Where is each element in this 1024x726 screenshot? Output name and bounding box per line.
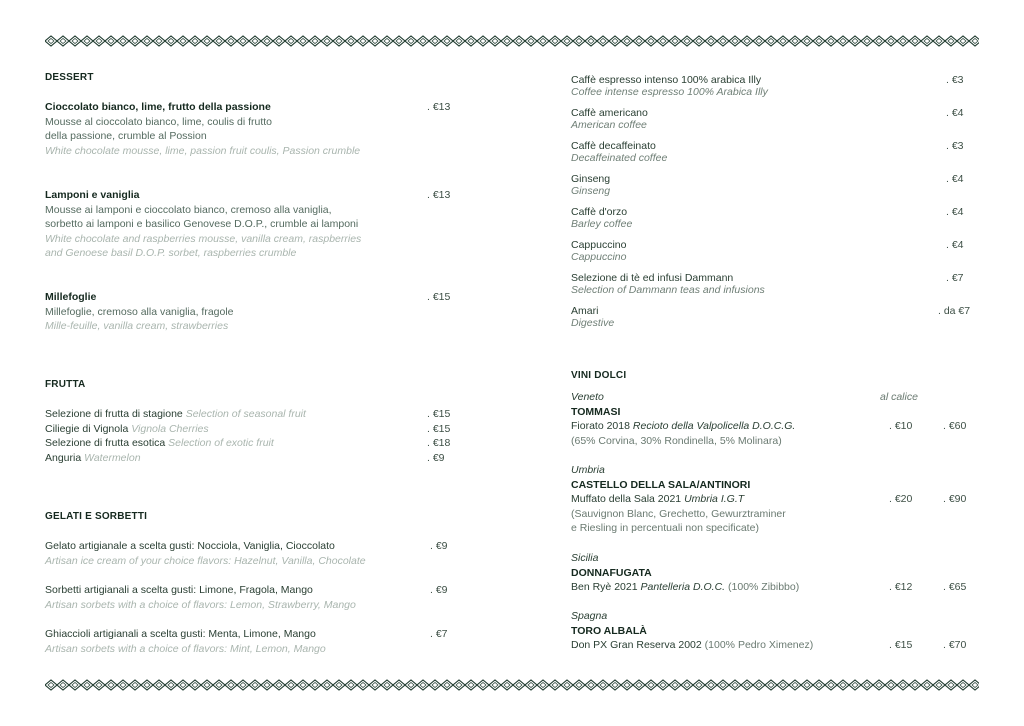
item-english: Cappuccino	[571, 250, 627, 263]
menu-item	[45, 290, 455, 334]
wine-appellation: Umbria I.G.T	[684, 493, 745, 506]
item-english: Coffee intense espresso 100% Arabica Illy	[571, 85, 768, 98]
bottom-ornament-border	[45, 678, 979, 692]
menu-item	[45, 188, 455, 261]
wine-appellation: Pantelleria D.O.C.	[640, 581, 726, 594]
dessert-title: DESSERT	[45, 72, 94, 83]
item-name: Lamponi e vaniglia	[45, 189, 140, 201]
wine-grapes: (100% Zibibbo)	[728, 581, 800, 594]
wine-details: e Riesling in percentuali non specificate)	[571, 522, 759, 535]
top-ornament-border	[45, 34, 979, 48]
coffee-item	[571, 306, 976, 329]
item-price: . €13	[427, 101, 451, 113]
wine-producer: TORO ALBALÀ	[571, 624, 647, 637]
wine-name: Don PX Gran Reserva 2002	[571, 639, 702, 652]
item-price: . €4	[946, 239, 964, 251]
menu-item	[45, 100, 455, 158]
coffee-item	[571, 141, 976, 164]
fruit-english: Selection of seasonal fruit	[185, 408, 306, 420]
frutta-list	[45, 407, 455, 465]
item-english: Decaffeinated coffee	[571, 151, 668, 164]
item-price: . €15	[427, 408, 451, 420]
vini-title: VINI DOLCI	[571, 370, 627, 381]
coffee-item	[571, 75, 976, 98]
item-price: . €13	[427, 189, 451, 201]
item-english: American coffee	[571, 118, 647, 131]
item-english: Digestive	[571, 316, 615, 329]
item-name: Selezione di tè ed infusi Dammann	[571, 272, 734, 284]
item-price: . €9	[427, 451, 445, 464]
glass-price: . €10	[889, 420, 913, 433]
item-name: Amari	[571, 305, 599, 317]
item-english: Selection of Dammann teas and infusions	[571, 283, 765, 296]
wine-region: Veneto	[571, 391, 604, 403]
item-name: Ginseng	[571, 173, 611, 185]
wine-name: Fiorato 2018	[571, 420, 630, 433]
menu-item	[45, 583, 455, 612]
wine-details: (Sauvignon Blanc, Grechetto, Gewurztraminer	[571, 507, 786, 520]
item-description: Millefoglie, cremoso alla vaniglia, fragole	[45, 305, 234, 318]
bottle-price: . €70	[943, 639, 967, 652]
coffee-item	[571, 174, 976, 197]
coffee-item	[571, 207, 976, 230]
item-description: Mousse al cioccolato bianco, lime, coulis di frutto	[45, 115, 273, 128]
item-price: . €3	[946, 140, 964, 152]
glass-price: . €15	[889, 639, 913, 652]
item-price: . €15	[427, 422, 451, 435]
item-english: Artisan ice cream of your choice flavors: Hazelnut, Vanilla, Chocolate	[45, 554, 366, 567]
bottle-price: . €60	[943, 420, 967, 433]
coffee-item	[571, 108, 976, 131]
item-name: Ghiaccioli artigianali a scelta gusti: Menta, Limone, Mango	[45, 628, 316, 640]
frutta-title: FRUTTA	[45, 379, 86, 390]
wine-grapes: (100% Pedro Ximenez)	[704, 639, 814, 652]
item-price: . €9	[430, 584, 448, 596]
item-name: Cappuccino	[571, 239, 627, 251]
item-price: . €18	[427, 437, 451, 450]
wine-region: Spagna	[571, 610, 608, 622]
diamond-border-icon	[45, 678, 979, 692]
item-price: . €4	[946, 173, 964, 185]
item-name: Caffè decaffeinato	[571, 140, 656, 152]
wine-producer: TOMMASI	[571, 405, 621, 418]
item-name: Caffè espresso intenso 100% arabica Illy	[571, 74, 762, 86]
item-price: . €9	[430, 540, 448, 552]
fruit-name: Ciliegie di Vignola	[45, 422, 129, 435]
glass-price: . €20	[889, 493, 913, 506]
wine-group	[571, 609, 976, 653]
menu-item	[45, 539, 455, 568]
wine-producer: DONNAFUGATA	[571, 566, 652, 579]
wine-appellation: Recioto della Valpolicella D.O.C.G.	[632, 420, 796, 433]
diamond-border-icon	[45, 34, 979, 48]
item-english: Mille-feuille, vanilla cream, strawberries	[45, 320, 229, 333]
item-description: Mousse ai lamponi e cioccolato bianco, cremoso alla vaniglia,	[45, 203, 332, 216]
wine-details: (65% Corvina, 30% Rondinella, 5% Molinara)	[571, 434, 782, 447]
item-price: . €4	[946, 206, 964, 218]
item-price: . €15	[427, 291, 451, 303]
wine-producer: CASTELLO DELLA SALA/ANTINORI	[571, 478, 751, 491]
item-name: Cioccolato bianco, lime, frutto della passione	[45, 101, 271, 113]
item-price: . €3	[946, 74, 964, 86]
item-english: White chocolate mousse, lime, passion fruit coulis, Passion crumble	[45, 144, 361, 157]
fruit-name: Selezione di frutta di stagione	[45, 408, 183, 420]
wine-name: Muffato della Sala 2021	[571, 493, 682, 506]
gelati-title: GELATI E SORBETTI	[45, 511, 148, 522]
item-price: . €7	[430, 628, 448, 640]
item-name: Caffè americano	[571, 107, 648, 119]
item-description: della passione, crumble al Possion	[45, 130, 207, 143]
fruit-name: Anguria	[45, 451, 82, 464]
coffee-item	[571, 240, 976, 263]
calice-label: al calice	[880, 391, 918, 403]
wine-group	[571, 390, 976, 448]
item-description: sorbetto ai lamponi e basilico Genovese D.O.P., crumble ai lamponi	[45, 218, 359, 231]
wine-group	[571, 463, 976, 536]
bottle-price: . €65	[943, 581, 967, 594]
item-english: and Genoese basil D.O.P. sorbet, raspberries crumble	[45, 247, 297, 260]
bottle-price: . €90	[943, 493, 967, 506]
menu-item	[45, 627, 455, 656]
wine-name: Ben Ryè 2021	[571, 581, 638, 594]
item-price: . €7	[946, 272, 964, 284]
item-name: Caffè d'orzo	[571, 206, 628, 218]
fruit-name: Selezione di frutta esotica	[45, 437, 166, 450]
item-english: Artisan sorbets with a choice of flavors: Lemon, Strawberry, Mango	[45, 598, 356, 611]
fruit-english: Watermelon	[84, 451, 141, 464]
item-english: Artisan sorbets with a choice of flavors: Mint, Lemon, Mango	[45, 642, 326, 655]
wine-region: Sicilia	[571, 552, 599, 564]
item-name: Millefoglie	[45, 291, 97, 303]
item-english: White chocolate and raspberries mousse, vanilla cream, raspberries	[45, 232, 362, 245]
wine-region: Umbria	[571, 464, 605, 476]
item-english: Ginseng	[571, 184, 611, 197]
item-name: Gelato artigianale a scelta gusti: Nocciola, Vaniglia, Cioccolato	[45, 540, 335, 552]
fruit-english: Vignola Cherries	[131, 422, 209, 435]
fruit-english: Selection of exotic fruit	[168, 437, 274, 450]
coffee-item	[571, 273, 976, 296]
glass-price: . €12	[889, 581, 913, 594]
item-name: Sorbetti artigianali a scelta gusti: Limone, Fragola, Mango	[45, 584, 313, 596]
item-english: Barley coffee	[571, 217, 633, 230]
item-price: . €4	[946, 107, 964, 119]
wine-group	[571, 551, 976, 595]
item-price: . da €7	[938, 305, 971, 317]
